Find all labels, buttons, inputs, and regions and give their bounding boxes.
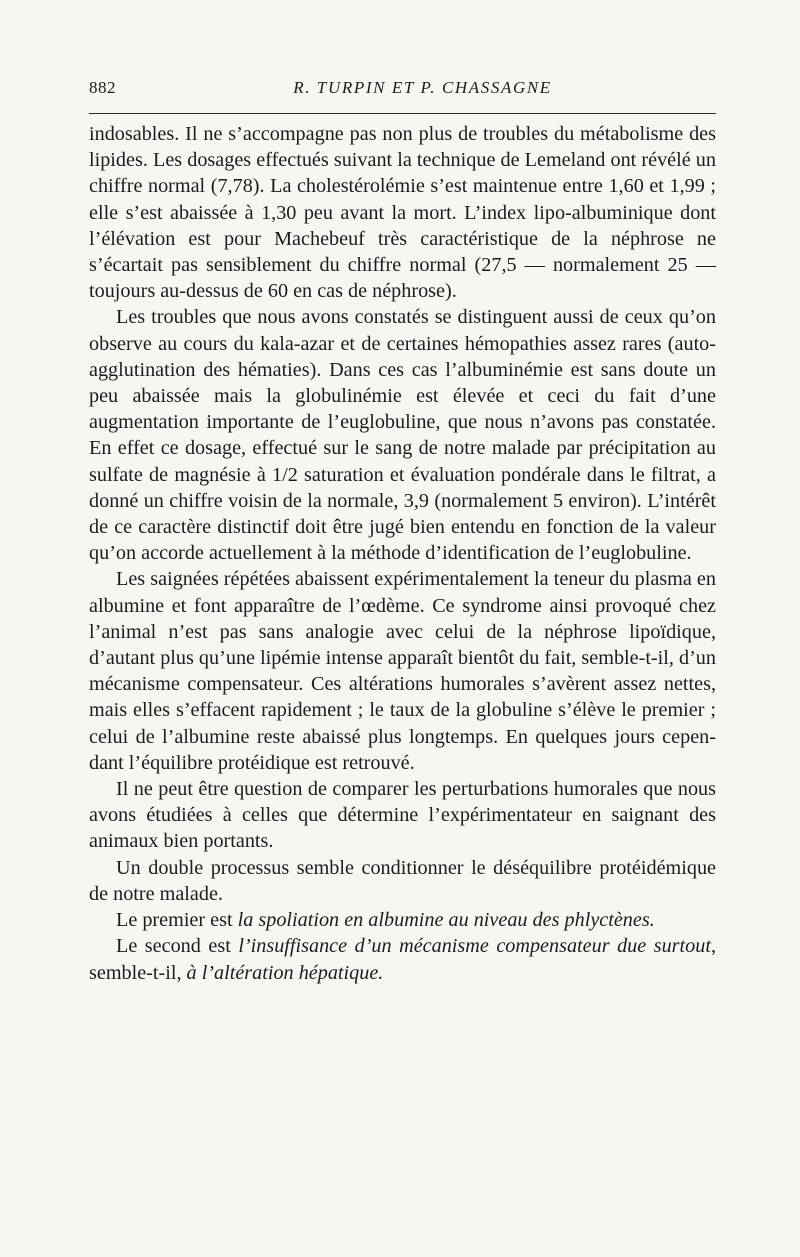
paragraph-1-text: indosables. Il ne s’accompagne pas non plus de troubles du métabolisme des lipides. Les dosages effectués suivant la technique de Lemeland ont révélé un chiffre normal (7,78). La cholestérolémie s’est maintenue entre 1,60 et 1,99 ; elle s’est abaissée à 1,30 peu avant la mort. L’index lipo-albuminique dont l’élévation est pour Machebeuf très caractéristique de la néphrose ne s’écartait pas sensiblement du chiffre normal (27,5 — normalement 25 — toujours au-dessus de 60 en cas de néphrose). — [89, 123, 716, 303]
paragraph-6-lead: Le premier est — [116, 909, 238, 932]
header-rule — [89, 113, 716, 114]
paragraph-3 — [89, 566, 716, 776]
paragraph-6-italic: la spoliation en albumine au niveau des phlyctènes. — [237, 909, 655, 932]
paragraph-7-lead: Le second est — [116, 935, 239, 958]
paragraph-4 — [89, 776, 716, 855]
paragraph-2-text: Les troubles que nous avons constatés se distinguent aussi de ceux qu’on observe au cours du kala-azar et de certaines hémopathies assez rares (auto-agglutination des hématies). Dans ces cas l’albuminémie est sans doute un peu abaissée mais la globulinémie est élevée et ceci du fait d’une augmentation importante de l’euglobuline, que nous n’avons pas constatée. En effet ce dosage, effectué sur le sang de notre malade par précipitation au sulfate de magnésie à 1/2 saturation et évaluation pondérale dans le filtrat, a donné un chiffre voisin de la normale, 3,9 (normalement 5 environ). L’intérêt de ce caractère distinctif doit être jugé bien entendu en fonction de la valeur qu’on accorde actuellement à la méthode d’identification de l’euglobuline. — [89, 306, 716, 565]
paragraph-7-italic-2: à l’altération hépatique. — [186, 961, 384, 984]
running-head — [89, 78, 716, 104]
paragraph-6 — [89, 907, 716, 933]
paragraph-1 — [89, 121, 716, 304]
paragraph-5 — [89, 855, 716, 907]
paragraph-2 — [89, 304, 716, 566]
paragraph-3-text: Les saignées répétées abaissent expérimentalement la teneur du plasma en albumine et font apparaître de l’œdème. Ce syndrome ainsi provoqué chez l’animal n’est pas sans analogie avec celui de la néphrose lipoïdique, d’autant plus qu’une lipémie intense apparaît bientôt du fait, semble-t-il, d’un mécanisme compensateur. Ces altérations humorales s’avèrent assez nettes, mais elles s’effacent rapidement ; le taux de la globuline s’élève le premier ; celui de l’albumine reste abaissé plus longtemps. En quelques jours cependant l’équilibre protéidique est retrouvé. — [89, 568, 716, 774]
paragraph-7-middle: , semble-t-il, — [89, 935, 716, 984]
running-title: R. TURPIN ET P. CHASSAGNE — [293, 78, 552, 97]
paragraph-4-text: Il ne peut être question de comparer les perturbations humorales que nous avons étudiées à celles que détermine l’expérimentateur en saignant des animaux bien portants. — [89, 778, 716, 853]
paragraph-5-text: Un double processus semble conditionner le déséquilibre protéidémique de notre malade. — [89, 856, 716, 905]
page-number: 882 — [89, 78, 116, 97]
body-text — [89, 121, 716, 986]
paragraph-7 — [89, 933, 716, 985]
paragraph-7-italic-1: l’insuffisance d’un mécanisme compensateur due surtout — [238, 935, 711, 958]
